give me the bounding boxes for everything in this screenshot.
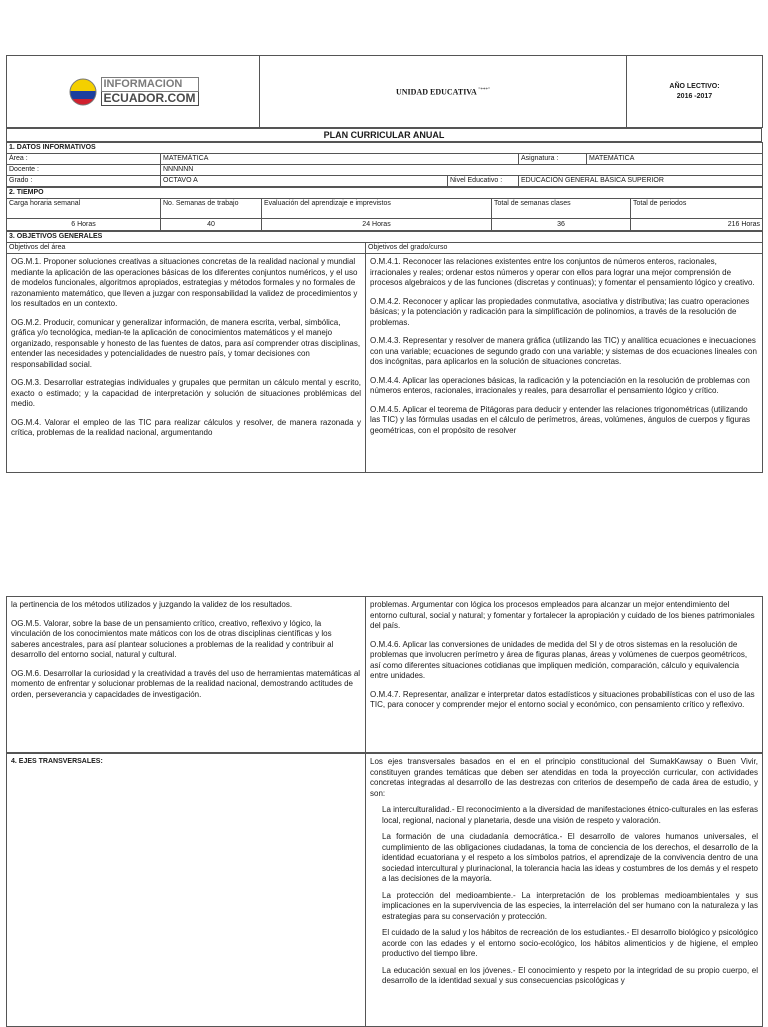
objetivo-area-item: OG.M.2. Producir, comunicar y generalizar información, de manera escrita, verbal, simbólica, gráfica y/o tecnológica, median-te la aplicación de conocimientos matemáticos y el manejo organizado, responsable y honesto de las fuentes de datos, para así comprender otras disciplinas, entender las necesidades y potencialidades de nuestro país, y tomar decisiones con responsabilidad social. [11,317,361,369]
datos-informativos-table [6,142,763,187]
docente-value: NNNNNN [161,165,763,176]
objetivo-area-item: OG.M.1. Proponer soluciones creativas a situaciones concretas de la realidad nacional y mundial mediante la aplicación de las operaciones básicas de los diferentes conjuntos numéricos, y el uso de modelos funcionales, algoritmos apropiados, estrategias y métodos formales y no formales de razonamiento matemático, que lleven a juzgar con responsabilidad la validez de procedimientos y los resultados en un contexto. [11,257,358,308]
objetivos-grado-header: Objetivos del grado/curso [366,243,763,254]
eje-item: La interculturalidad.- El reconocimiento a la diversidad de manifestaciones étnico-culturales en las esferas local, regional, nacional y planetaria, desde una visión de respeto y valoración. [382,805,758,825]
objetivos-section-title: 3. OBJETIVOS GENERALES [7,232,763,243]
ejes-content-cell [366,754,763,1027]
ejes-intro: Los ejes transversales basados en el en el principio constitucional del SumakKawsay o Buen Vivir, constituyen grandes temáticas que deben ser atendidas en toda la proyección curricular, con actividades concretas integradas al desarrollo de las destrezas con criterios de desempeño de cada área de estudio, y son: [370,757,758,798]
nivel-value: EDUCACIÓN GENERAL BÁSICA SUPERIOR [519,176,763,187]
tiempo-header: Total de semanas clases [492,199,631,219]
objetivos-area-cell [7,254,366,473]
objetivo-area-item: OG.M.6. Desarrollar la curiosidad y la creatividad a través del uso de herramientas matemáticas al momento de enfrentar y solucionar problemas de la realidad nacional, demostrando actitudes de orden, perseverancia y capacidades de investigación. [11,668,361,699]
objetivo-grado-item: O.M.4.4. Aplicar las operaciones básicas, la radicación y la potenciación en la resolución de problemas con números enteros, racionales, irracionales y reales, para desarrollar el pensamiento lógico y crítico. [370,375,750,395]
objetivo-grado-item: O.M.4.2. Reconocer y aplicar las propiedades conmutativa, asociativa y distributiva; las cuatro operaciones básicas; y la potenciación y radicación para la simplificación de polinomios, a través de la resolución de problemas. [370,296,750,327]
school-name-cell [260,56,627,128]
objetivos-grado-cell [366,254,763,473]
asignatura-value: MATEMÁTICA [587,154,763,165]
tiempo-section-title: 2. TIEMPO [7,188,763,199]
eje-item: El cuidado de la salud y los hábitos de recreación de los estudiantes.- El desarrollo biológico y psicológico acorde con las edades y el entorno socio-ecológico, los hábitos alimenticios y de higiene, el empleo productivo del tiempo libre. [382,928,758,958]
eje-item: La educación sexual en los jóvenes.- El conocimiento y respeto por la integridad de su propio cuerpo, el desarrollo de la identidad sexual y sus consecuencias psicológicas y [382,965,758,985]
objetivo-grado-item: problemas. Argumentar con lógica los procesos empleados para alcanzar un mejor entendimiento del entorno cultural, social y natural; y fomentar y fortalecer la apropiación y cuidado de los bienes patrimoniales del país. [370,600,755,630]
plan-title-table [6,128,762,142]
eje-item: La protección del medioambiente.- La interpretación de los problemas medioambientales y sus implicaciones en la supervivencia de las especies, la interrelación del ser humano con la naturaleza y las estrategias para su conservación y protección. [382,890,758,921]
objetivos-continued-table [6,596,763,753]
tiempo-header: Evaluación del aprendizaje e imprevistos [262,199,492,219]
semanas-trabajo-value: 40 [161,219,262,231]
objetivo-grado-item: O.M.4.7. Representar, analizar e interpretar datos estadísticos y situaciones probabilísticas con el uso de las TIC, para conocer y comprender mejor el entorno social y económico, con pensamiento crítico y reflexivo. [370,689,755,709]
evaluacion-value: 24 Horas [262,219,492,231]
grado-value: OCTAVO A [161,176,448,187]
ejes-transversales-table [6,753,763,1027]
objetivo-grado-item: O.M.4.3. Representar y resolver de manera gráfica (utilizando las TIC) y analítica ecuaciones e inecuaciones con una variable; ecuaciones de segundo grado con una variable; y sistemas de dos ecuaciones lineales con dos incógnitas, para aplicarlos en la solución de situaciones concretas. [370,336,757,366]
total-periodos-value: 216 Horas [631,219,763,231]
logo-top-text: INFORMACION [101,77,199,92]
area-label: Área : [7,154,161,165]
objetivo-area-item: la pertinencia de los métodos utilizados y juzgando la validez de los resultados. [11,600,293,609]
school-year-label: AÑO LECTIVO: [669,82,720,90]
document-page-2 [6,596,762,1027]
tiempo-header: Carga horaria semanal [7,199,161,219]
plan-title: PLAN CURRICULAR ANUAL [7,129,762,142]
school-year-value: 2016 -2017 [676,92,713,100]
school-suffix: "***" [478,87,490,93]
school-year-cell [627,56,763,128]
ecuador-flag-globe-icon [68,77,98,107]
eje-item: La formación de una ciudadanía democrática.- El desarrollo de valores humanos universales, el cumplimiento de las obligaciones ciudadanas, la toma de conciencia de los derechos, el desarrollo de la identidad ecuatoriana y el respeto a los símbolos patrios, el aprendizaje de la convivencia dentro de una sociedad intercultural y plurinacional, la tolerancia hacia las ideas y costumbres de los demás y el respeto a las decisiones de la mayoría. [382,832,758,883]
asignatura-label: Asignatura : [519,154,587,165]
tiempo-header: Total de periodos [631,199,763,219]
semanas-clases-value: 36 [492,219,631,231]
area-value: MATEMÁTICA [161,154,519,165]
school-name: UNIDAD EDUCATIVA [396,87,477,97]
document-page-1 [6,55,762,473]
logo-cell [7,56,260,128]
objetivos-grado-cont-cell [366,597,763,753]
tiempo-header: No. Semanas de trabajo [161,199,262,219]
objetivo-grado-item: O.M.4.6. Aplicar las conversiones de unidades de medida del SI y de otros sistemas en la resolución de problemas que involucren perímetro y área de figuras planas, áreas y volúmenes de cuerpos geométricos, así como diferentes situaciones cotidianas que impliquen medición, comparación, cálculo y equivalencia entre unidades. [370,639,748,680]
objetivos-area-cont-cell [7,597,366,753]
objetivos-area-header: Objetivos del área [7,243,366,254]
logo-bottom-text: ECUADOR.COM [101,92,199,106]
nivel-label: Nivel Educativo : [448,176,519,187]
header-table [6,55,763,128]
objetivo-area-item: OG.M.3. Desarrollar estrategias individuales y grupales que permitan un cálculo mental y escrito, exacto o estimado; y la capacidad de interpretación y solución de situaciones problémicas del medio. [11,378,361,408]
objetivo-area-item: OG.M.5. Valorar, sobre la base de un pensamiento crítico, creativo, reflexivo y lógico, la vinculación de los conocimientos mate máticos con los de otras disciplinas científicas y los saberes ancestrales, para así plantear soluciones a problemas de la realidad y contribuir al desarrollo del entorno social, natural y cultural. [11,618,334,659]
objetivo-area-item: OG.M.4. Valorar el empleo de las TIC para realizar cálculos y resolver, de manera razonada y crítica, problemas de la realidad nacional, argumentando [11,417,361,437]
objetivo-grado-item: O.M.4.1. Reconocer las relaciones existentes entre los conjuntos de números enteros, racionales, irracionales y reales; ordenar estos números y operar con ellos para lograr una mejor comprensión de procesos algebraicos y de las funciones (discretas y continuas); y fomentar el pensamiento lógico y creativo. [370,257,755,287]
ejes-section-title: 4. EJES TRANSVERSALES: [7,754,366,1027]
objetivo-grado-item: O.M.4.5. Aplicar el teorema de Pitágoras para deducir y entender las relaciones trigonométricas (utilizando las TIC) y las fórmulas usadas en el cálculo de perímetros, áreas, volúmenes, ángulos de cuerpos y figuras geométricas, con el propósito de resolver [370,404,751,435]
objetivos-table [6,231,763,473]
grado-label: Grado : [7,176,161,187]
datos-section-title: 1. DATOS INFORMATIVOS [7,143,763,154]
carga-horaria-value: 6 Horas [7,219,161,231]
docente-label: Docente : [7,165,161,176]
tiempo-table [6,187,763,231]
